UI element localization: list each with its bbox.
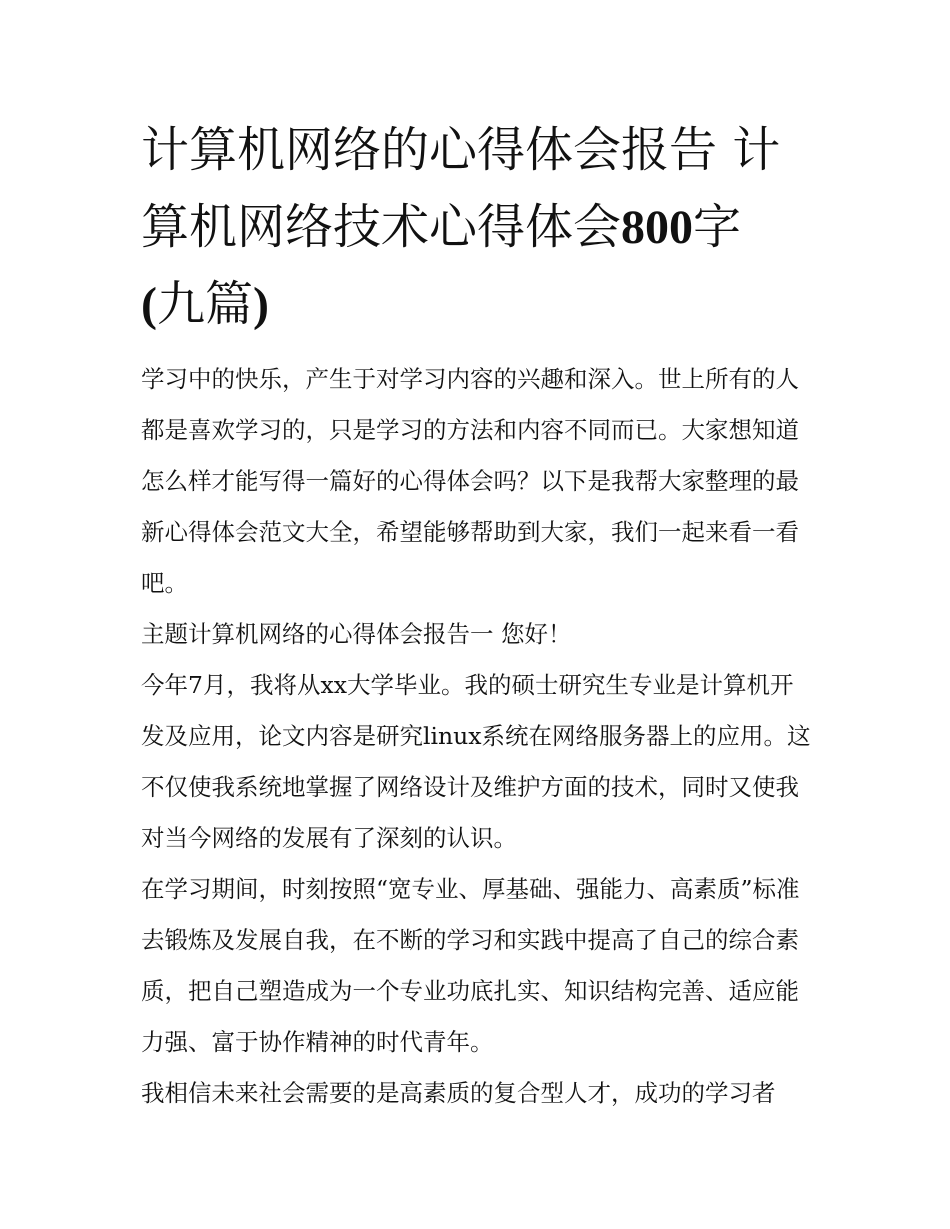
- title-number: 800: [621, 201, 694, 254]
- document-body: [141, 354, 813, 1119]
- paragraph-study-period: 在学习期间，时刻按照“宽专业、厚基础、强能力、高素质”标准去锻炼及发展自我，在不断的学习和实践中提高了自己的综合素质，把自己塑造成为一个专业功底扎实、知识结构完善、适应能力强、富于协作精神的时代青年。: [141, 875, 800, 1056]
- document-title: [141, 112, 813, 343]
- title-text-main: 计算机网络的心得体会报告 计算机网络技术心得体会: [141, 122, 781, 255]
- title-text-count: 九篇: [156, 276, 253, 332]
- title-paren-open: (: [141, 278, 157, 331]
- paragraph-subject: 主题计算机网络的心得体会报告一 您好！: [141, 620, 572, 648]
- paragraph-graduation: 今年7月，我将从xx大学毕业。我的硕士研究生专业是计算机开发及应用，论文内容是研究linux系统在网络服务器上的应用。这不仅使我系统地掌握了网络设计及维护方面的技术，同时又使我对当今网络的发展有了深刻的认识。: [141, 671, 811, 852]
- paragraph-future: 我相信未来社会需要的是高素质的复合型人才，成功的学习者: [141, 1079, 776, 1107]
- title-text-unit: 字: [693, 199, 742, 255]
- title-paren-close: ): [253, 278, 269, 331]
- paragraph-intro: 学习中的快乐，产生于对学习内容的兴趣和深入。世上所有的人都是喜欢学习的，只是学习的方法和内容不同而已。大家想知道怎么样才能写得一篇好的心得体会吗？以下是我帮大家整理的最新心得体会范文大全，希望能够帮助到大家，我们一起来看一看吧。: [141, 365, 799, 597]
